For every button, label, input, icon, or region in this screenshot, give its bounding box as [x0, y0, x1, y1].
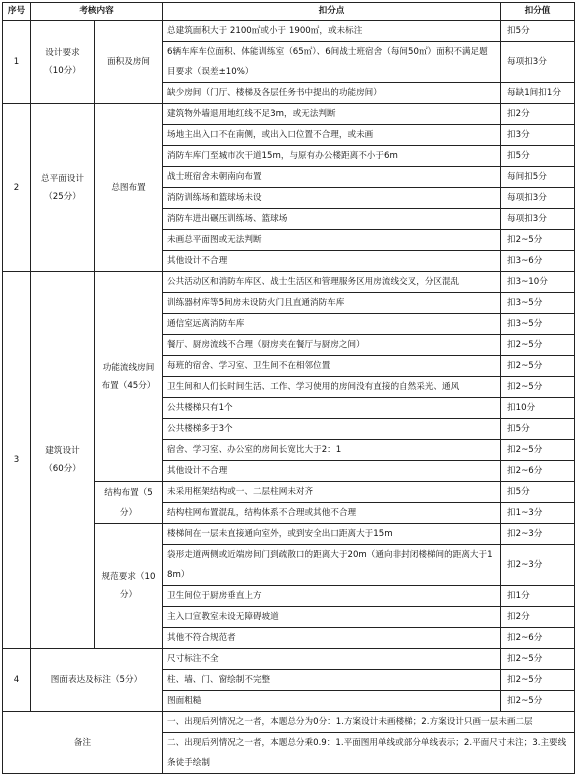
- deduction-item: 其他不符合规范者: [163, 628, 501, 649]
- deduction-value: 扣2~5分: [501, 335, 575, 356]
- group-name: 结构布置（5分）: [95, 482, 163, 524]
- remarks-line: 一、出现后列情况之一者，本题总分为0分：1.方案设计未画楼梯；2.方案设计只画一层未画二层: [163, 712, 575, 733]
- deduction-item: 柱、墙、门、窗绘制不完整: [163, 670, 501, 691]
- deduction-value: 扣2~3分: [501, 524, 575, 545]
- deduction-value: 扣2~5分: [501, 356, 575, 377]
- deduction-value: 扣2~3分: [501, 545, 575, 586]
- deduction-value: 每项扣3分: [501, 209, 575, 230]
- deduction-item: 餐厅、厨房流线不合理（厨房夹在餐厅与厨房之间）: [163, 335, 501, 356]
- deduction-item: 消防车进出碾压训练场、篮球场: [163, 209, 501, 230]
- deduction-value: 扣2分: [501, 607, 575, 628]
- table-row: [3, 104, 575, 125]
- group-name: 规范要求（10分）: [95, 524, 163, 649]
- deduction-item: 6辆车库车位面积、体能训练室（65㎡）、6间战士班宿舍（每间50㎡）面积不满足题目要求（误差±10%）: [163, 42, 501, 83]
- section-title: 建筑设计 （60分）: [31, 272, 95, 649]
- deduction-value: 扣2~5分: [501, 649, 575, 670]
- deduction-item: 通信室远离消防车库: [163, 314, 501, 335]
- deduction-value: 扣2~5分: [501, 440, 575, 461]
- table-row: [3, 21, 575, 42]
- group-name: 功能流线房间布置（45分）: [95, 272, 163, 482]
- deduction-value: 扣2~5分: [501, 230, 575, 251]
- table-row: [3, 649, 575, 670]
- deduction-item: 公共楼梯多于3个: [163, 419, 501, 440]
- deduction-item: 每班的宿舍、学习室、卫生间不在相邻位置: [163, 356, 501, 377]
- deduction-value: 扣2~5分: [501, 691, 575, 712]
- section-number: 2: [3, 104, 31, 272]
- deduction-item: 尺寸标注不全: [163, 649, 501, 670]
- deduction-item: 建筑物外墙退用地红线不足3m，或无法判断: [163, 104, 501, 125]
- deduction-item: 消防车库门至城市次干道15m，与原有办公楼距离不小于6m: [163, 146, 501, 167]
- deduction-item: 卫生间和人们长时间生活、工作、学习使用的房间没有直接的自然采光、通风: [163, 377, 501, 398]
- deduction-value: 扣10分: [501, 398, 575, 419]
- section-title: 图面表达及标注（5分）: [31, 649, 163, 712]
- deduction-item: 其他设计不合理: [163, 251, 501, 272]
- deduction-item: 未画总平面图或无法判断: [163, 230, 501, 251]
- deduction-item: 结构柱网布置混乱，结构体系不合理或其他不合理: [163, 503, 501, 524]
- header-row: [3, 3, 575, 21]
- group-name: 面积及房间: [95, 21, 163, 104]
- remarks-line: 二、出现后列情况之一者，本题总分乘0.9：1.平面图用单线或部分单线表示；2.平面尺寸未注；3.主要线条徒手绘制: [163, 733, 575, 774]
- deduction-value: 扣3分: [501, 125, 575, 146]
- deduction-value: 扣3~6分: [501, 251, 575, 272]
- deduction-item: 其他设计不合理: [163, 461, 501, 482]
- deduction-value: 每缺1间扣1分: [501, 83, 575, 104]
- deduction-item: 宿舍、学习室、办公室的房间长宽比大于2：1: [163, 440, 501, 461]
- deduction-item: 总建筑面积大于 2100㎡或小于 1900㎡，或未标注: [163, 21, 501, 42]
- deduction-value: 扣3~5分: [501, 314, 575, 335]
- table-row: [3, 272, 575, 293]
- section-number: 1: [3, 21, 31, 104]
- deduction-item: 图面粗糙: [163, 691, 501, 712]
- deduction-value: 扣2~6分: [501, 461, 575, 482]
- header-no: 序号: [3, 3, 31, 21]
- header-content: 考核内容: [31, 3, 163, 21]
- deduction-item: 袋形走道两侧或近端房间门到疏散口的距离大于20m（通向非封闭楼梯间的距离大于18m）: [163, 545, 501, 586]
- deduction-value: 扣2~6分: [501, 628, 575, 649]
- deduction-value: 扣2~5分: [501, 670, 575, 691]
- header-points: 扣分点: [163, 3, 501, 21]
- deduction-item: 公共楼梯只有1个: [163, 398, 501, 419]
- remarks-label: 备注: [3, 712, 163, 774]
- header-deduct: 扣分值: [501, 3, 575, 21]
- deduction-value: 扣5分: [501, 146, 575, 167]
- scoring-table: [2, 2, 575, 774]
- section-number: 4: [3, 649, 31, 712]
- deduction-value: 扣5分: [501, 21, 575, 42]
- deduction-item: 未采用框架结构或一、二层柱网未对齐: [163, 482, 501, 503]
- deduction-value: 每项扣3分: [501, 42, 575, 83]
- deduction-item: 主入口宣教室未设无障碍坡道: [163, 607, 501, 628]
- section-title: 总平面设计 （25分）: [31, 104, 95, 272]
- deduction-value: 扣3~5分: [501, 293, 575, 314]
- deduction-value: 每间扣5分: [501, 167, 575, 188]
- deduction-value: 扣5分: [501, 419, 575, 440]
- deduction-value: 扣1分: [501, 586, 575, 607]
- group-name: 总图布置: [95, 104, 163, 272]
- deduction-value: 扣2~5分: [501, 377, 575, 398]
- deduction-value: 扣2分: [501, 104, 575, 125]
- deduction-item: 缺少房间（门厅、楼梯及各层任务书中提出的功能房间）: [163, 83, 501, 104]
- section-number: 3: [3, 272, 31, 649]
- section-title: 设计要求 （10分）: [31, 21, 95, 104]
- deduction-item: 训练器材库等5间房未设防火门且直通消防车库: [163, 293, 501, 314]
- deduction-value: 扣1~3分: [501, 503, 575, 524]
- deduction-item: 卫生间位于厨房垂直上方: [163, 586, 501, 607]
- deduction-value: 扣3~10分: [501, 272, 575, 293]
- deduction-value: 每项扣3分: [501, 188, 575, 209]
- deduction-item: 消防训练场和篮球场未设: [163, 188, 501, 209]
- deduction-item: 楼梯间在一层未直接通向室外，或到安全出口距离大于15m: [163, 524, 501, 545]
- remarks-row: [3, 712, 575, 733]
- deduction-item: 公共活动区和消防车库区、战士生活区和管理服务区用房流线交叉，分区混乱: [163, 272, 501, 293]
- deduction-item: 战士班宿舍未朝南向布置: [163, 167, 501, 188]
- deduction-item: 场地主出入口不在南侧，或出入口位置不合理，或未画: [163, 125, 501, 146]
- deduction-value: 扣5分: [501, 482, 575, 503]
